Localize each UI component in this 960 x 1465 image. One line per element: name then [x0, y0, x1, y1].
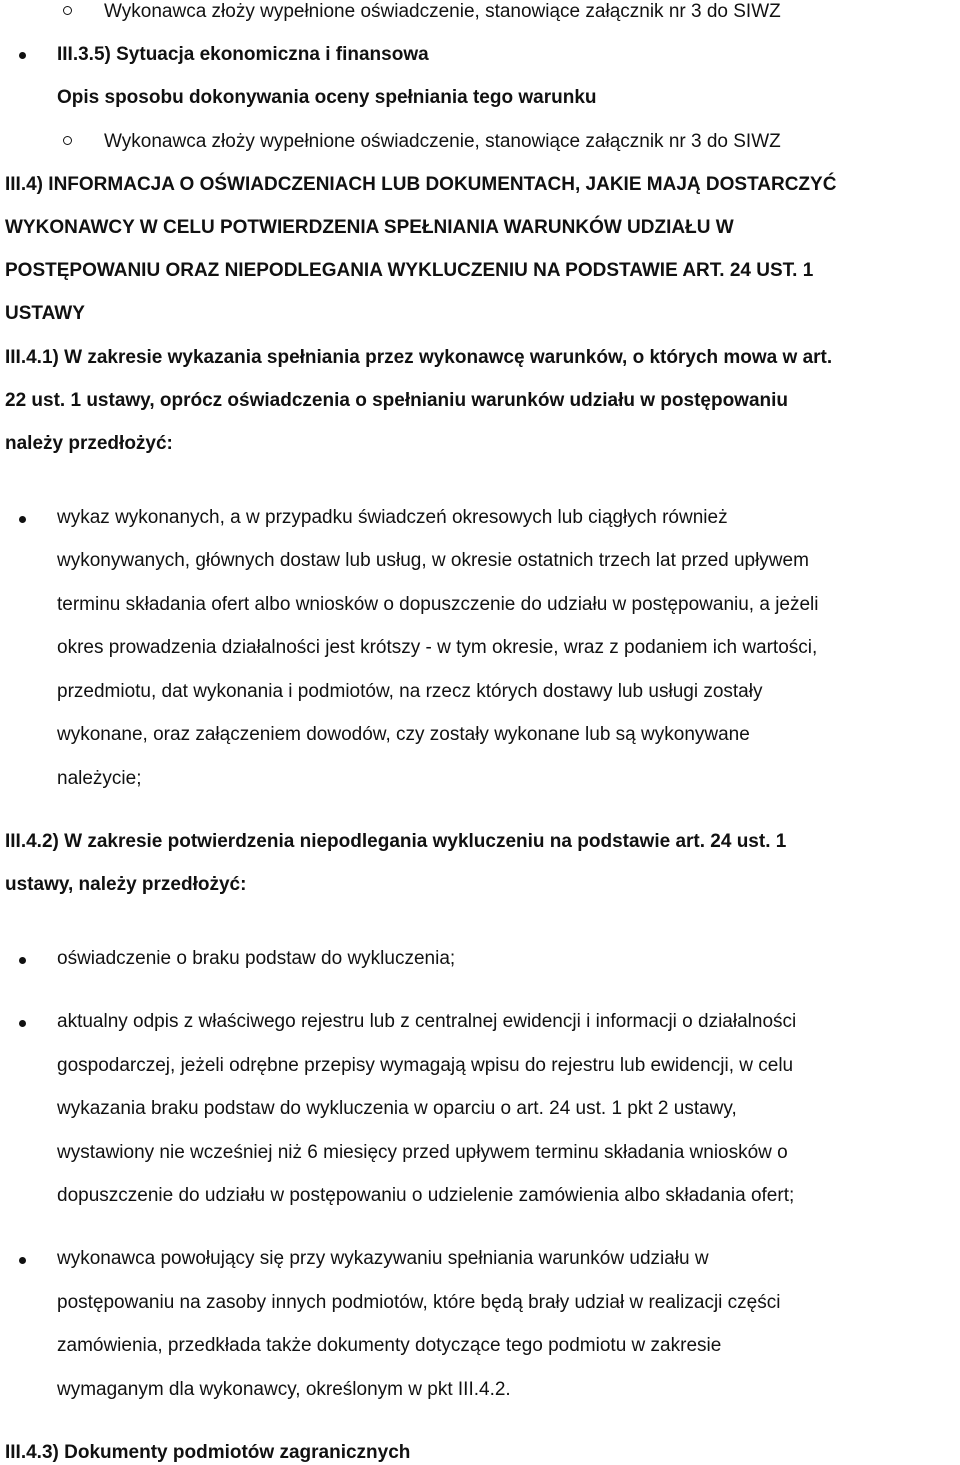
list-item: wystawiony nie wcześniej niż 6 miesięcy przed upływem terminu składania wniosków o	[57, 1142, 788, 1163]
list-item: należycie;	[57, 768, 142, 789]
list-item: wykonawca powołujący się przy wykazywaniu spełniania warunków udziału w	[57, 1248, 709, 1269]
list-item: Wykonawca złoży wypełnione oświadczenie, stanowiące załącznik nr 3 do SIWZ	[104, 131, 781, 152]
section-heading: WYKONAWCY W CELU POTWIERDZENIA SPEŁNIANIA WARUNKÓW UDZIAŁU W	[5, 217, 734, 238]
subsection-heading: należy przedłożyć:	[5, 433, 173, 454]
subsection-heading: ustawy, należy przedłożyć:	[5, 874, 247, 895]
list-item: aktualny odpis z właściwego rejestru lub z centralnej ewidencji i informacji o działalności	[57, 1011, 797, 1032]
list-item: wykonywanych, głównych dostaw lub usług, w okresie ostatnich trzech lat przed upływem	[57, 550, 809, 571]
subsection-heading: III.4.1) W zakresie wykazania spełniania przez wykonawcę warunków, o których mowa w art.	[5, 347, 833, 368]
subsection-heading: III.4.2) W zakresie potwierdzenia niepodlegania wykluczeniu na podstawie art. 24 ust. 1	[5, 831, 787, 852]
list-item: postępowaniu na zasoby innych podmiotów, które będą brały udział w realizacji części	[57, 1292, 781, 1313]
section-heading: POSTĘPOWANIU ORAZ NIEPODLEGANIA WYKLUCZENIU NA PODSTAWIE ART. 24 UST. 1	[5, 260, 814, 281]
section-heading: III.3.5) Sytuacja ekonomiczna i finansowa	[57, 44, 429, 65]
list-item: przedmiotu, dat wykonania i podmiotów, na rzecz których dostawy lub usługi zostały	[57, 681, 763, 702]
list-item: okres prowadzenia działalności jest krótszy - w tym okresie, wraz z podaniem ich wartości,	[57, 637, 818, 658]
subsection-heading: 22 ust. 1 ustawy, oprócz oświadczenia o spełnianiu warunków udziału w postępowaniu	[5, 390, 789, 411]
list-item: Wykonawca złoży wypełnione oświadczenie, stanowiące załącznik nr 3 do SIWZ	[104, 1, 781, 22]
list-item: gospodarczej, jeżeli odrębne przepisy wymagają wpisu do rejestru lub ewidencji, w celu	[57, 1055, 794, 1076]
bullet-icon	[19, 1257, 26, 1264]
list-item: wykaz wykonanych, a w przypadku świadczeń okresowych lub ciągłych również	[57, 507, 728, 528]
list-item: oświadczenie o braku podstaw do wykluczenia;	[57, 948, 456, 969]
list-item: zamówienia, przedkłada także dokumenty dotyczące tego podmiotu w zakresie	[57, 1335, 722, 1356]
circle-bullet-icon	[63, 136, 72, 145]
subheading: Opis sposobu dokonywania oceny spełniania tego warunku	[57, 87, 597, 108]
section-heading: USTAWY	[5, 303, 85, 324]
list-item: wymaganym dla wykonawcy, określonym w pkt III.4.2.	[57, 1379, 511, 1400]
bullet-icon	[19, 957, 26, 964]
subsection-heading: III.4.3) Dokumenty podmiotów zagranicznych	[5, 1442, 411, 1463]
bullet-icon	[19, 516, 26, 523]
list-item: wykonane, oraz załączeniem dowodów, czy zostały wykonane lub są wykonywane	[57, 724, 750, 745]
list-item: wykazania braku podstaw do wykluczenia w oparciu o art. 24 ust. 1 pkt 2 ustawy,	[57, 1098, 737, 1119]
circle-bullet-icon	[63, 6, 72, 15]
list-item: terminu składania ofert albo wniosków o dopuszczenie do udziału w postępowaniu, a jeżeli	[57, 594, 819, 615]
bullet-icon	[19, 1020, 26, 1027]
bullet-icon	[19, 52, 26, 59]
list-item: dopuszczenie do udziału w postępowaniu o udzielenie zamówienia albo składania ofert;	[57, 1185, 795, 1206]
section-heading: III.4) INFORMACJA O OŚWIADCZENIACH LUB DOKUMENTACH, JAKIE MAJĄ DOSTARCZYĆ	[5, 174, 837, 195]
